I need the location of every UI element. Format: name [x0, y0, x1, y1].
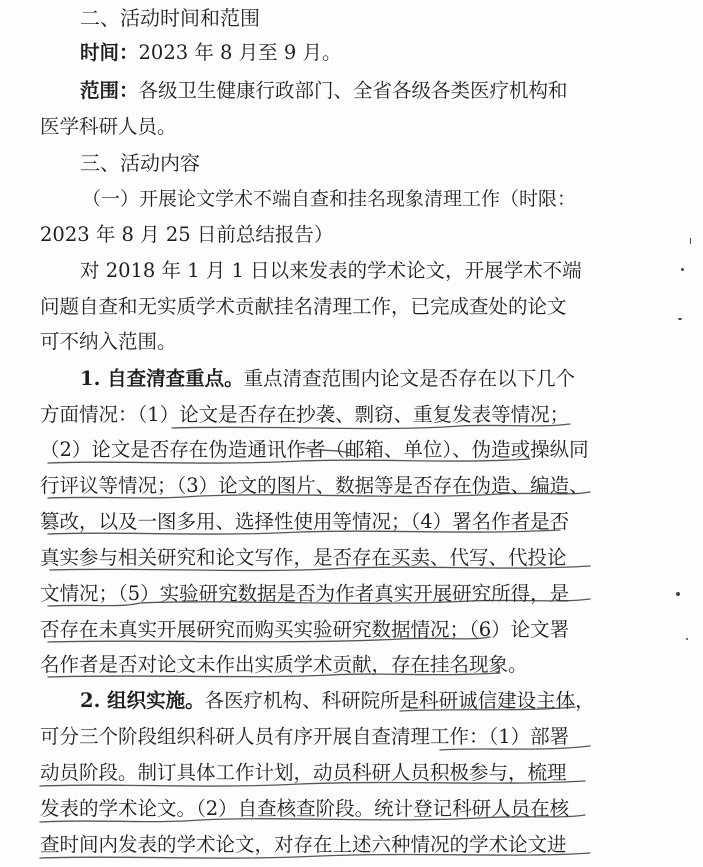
section-2-heading: 二、活动时间和范围	[80, 6, 260, 30]
item-2-line-5: 查时间内发表的学术论文，对存在上述六种情况的学术论文进	[40, 833, 567, 856]
scan-speck	[690, 238, 691, 244]
time-row	[80, 40, 341, 66]
time-label: 时间：	[80, 41, 139, 64]
section-3-heading: 三、活动内容	[80, 151, 200, 175]
scope-value: 各级卫生健康行政部门、全省各级各类医疗机构和	[138, 79, 568, 102]
scope-continuation: 医学科研人员。	[40, 115, 177, 138]
scan-speck	[681, 268, 684, 271]
item-1-line-9: 名作者是否对论文未作出实质学术贡献，存在挂名现象。	[40, 653, 528, 676]
item-2-line-3: 动员阶段。制订具体工作计划，动员科研人员积极参与，梳理	[40, 761, 567, 784]
subsection-1-title: （一）开展论文学术不端自查和挂名现象清理工作（时限：	[82, 188, 577, 210]
item-1-line-6: 真实参与相关研究和论文写作，是否存在买卖、代写、代投论	[40, 546, 567, 569]
item-2-line-2: 可分三个阶段组织科研人员有序开展自查清理工作：（1）部署	[40, 725, 570, 748]
item-1-line-2: 方面情况：（1）论文是否存在抄袭、剽窃、重复发表等情况；	[40, 403, 570, 426]
item-1-label: 1. 自查清查重点。	[80, 367, 244, 390]
scan-speck	[678, 318, 682, 320]
item-1-line-7: 文情况；（5）实验研究数据是否为作者真实开展研究所得，是	[40, 582, 570, 605]
item-2-line-4: 发表的学术论文。（2）自查核查阶段。统计登记科研人员在核	[40, 797, 570, 820]
intro-paragraph-line-1: 对 2018 年 1 月 1 日以来发表的学术论文，开展学术不端	[80, 259, 582, 282]
item-1-line-5: 篡改，以及一图多用、选择性使用等情况；（4）署名作者是否	[40, 510, 570, 533]
item-1-line-4: 行评议等情况；（3）论文的图片、数据等是否存在伪造、编造、	[40, 474, 589, 497]
item-1-text: 重点清查范围内论文是否存在以下几个	[243, 367, 576, 390]
scope-row	[80, 78, 568, 104]
scan-speck	[686, 638, 688, 640]
intro-paragraph-line-3: 可不纳入范围。	[40, 330, 177, 353]
scope-label: 范围：	[80, 79, 139, 102]
item-1-line-8: 否存在未真实开展研究而购买实验研究数据情况；（6）论文署	[40, 618, 570, 641]
intro-paragraph-line-2: 问题自查和无实质学术贡献挂名清理工作，已完成查处的论文	[40, 295, 567, 318]
item-1-first-line	[80, 366, 575, 392]
time-value: 2023 年 8 月至 9 月。	[138, 41, 342, 64]
scan-speck	[676, 592, 680, 596]
item-2-first-line	[80, 688, 595, 714]
item-1-line-3: （2）论文是否存在伪造通讯作者（邮箱、单位）、伪造或操纵同	[40, 438, 589, 461]
item-2-label: 2. 组织实施。	[80, 689, 205, 712]
item-2-text: 各医疗机构、科研院所是科研诚信建设主体，	[204, 689, 595, 712]
subsection-1-deadline: 2023 年 8 月 25 日前总结报告）	[40, 223, 334, 246]
